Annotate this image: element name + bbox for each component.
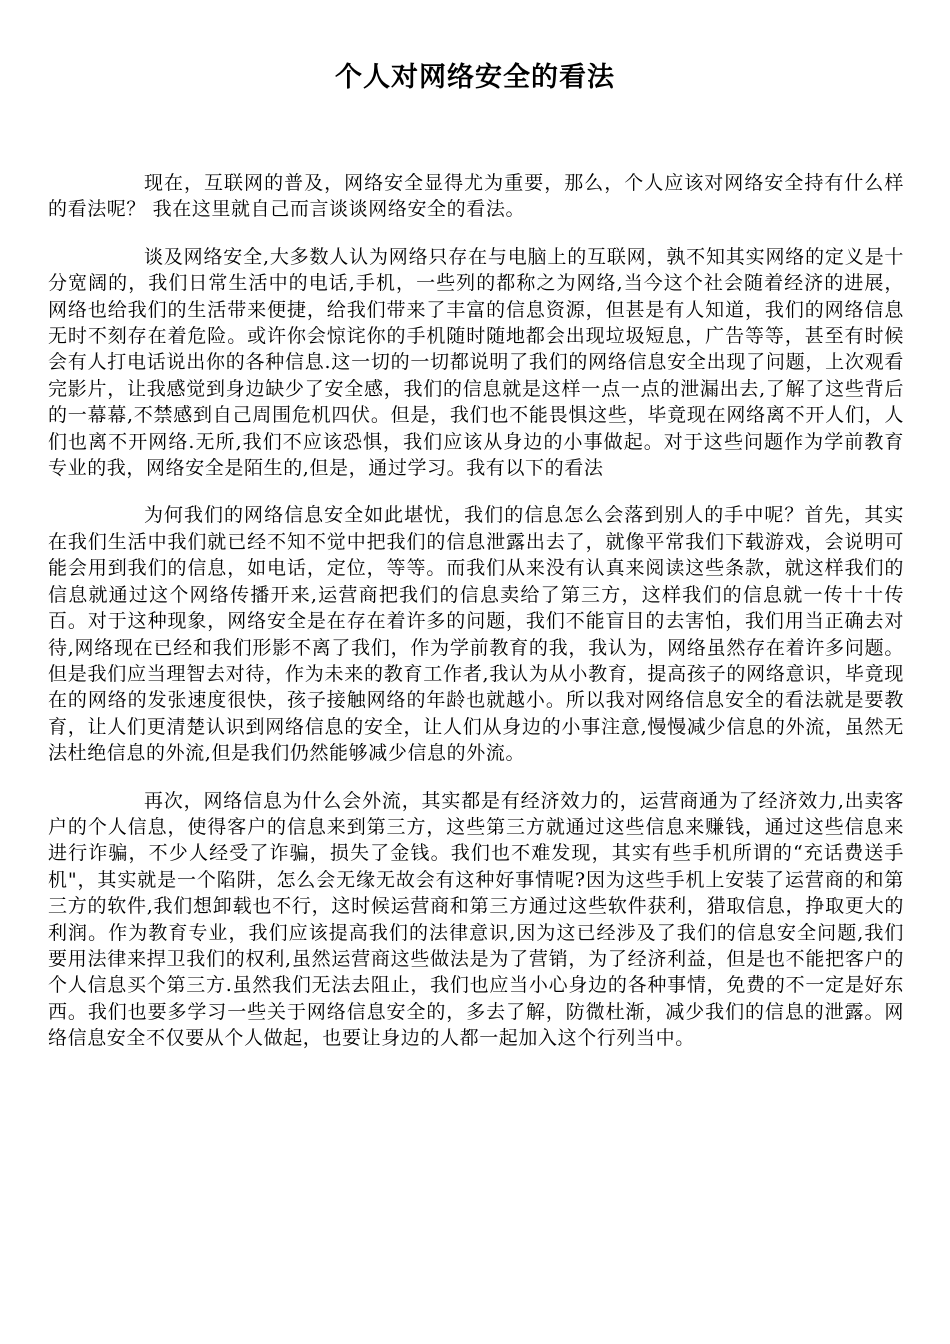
paragraph-3: 为何我们的网络信息安全如此堪忧，我们的信息怎么会落到别人的手中呢？首先，其实在我们生活中我们就已经不知不觉中把我们的信息泄露出去了，就像平常我们下载游戏，会说明可能会用到我们的信息，如电话，定位，等等。而我们从来没有认真来阅读这些条款，就这样我们的信息就通过这个网络传播开来,运营商把我们的信息卖给了第三方，这样我们的信息就一传十十传百。对于这种现象，网络安全是在存在着许多的问题，我们不能盲目的去害怕，我们用当正确去对待,网络现在已经和我们形影不离了我们，作为学前教育的我，我认为，网络虽然存在着许多问题。但是我们应当理智去对待，作为未来的教育工作者,我认为从小教育，提高孩子的网络意识，毕竟现在的网络的发张速度很快，孩子接触网络的年龄也就越小。所以我对网络信息安全的看法就是要教育，让人们更清楚认识到网络信息的安全，让人们从身边的小事注意,慢慢减少信息的外流，虽然无法杜绝信息的外流,但是我们仍然能够减少信息的外流。 <box>48 504 904 765</box>
document-title: 个人对网络安全的看法 <box>335 62 615 93</box>
paragraph-4: 再次，网络信息为什么会外流，其实都是有经济效力的，运营商通为了经济效力,出卖客户的个人信息，使得客户的信息来到第三方，这些第三方就通过这些信息来赚钱，通过这些信息来进行诈骗，不少人经受了诈骗，损失了金钱。我们也不难发现，其实有些手机所谓的“充话费送手机"，其实就是一个陷阱，怎么会无缘无故会有这种好事情呢?因为这些手机上安装了运营商的和第三方的软件,我们想卸载也不行，这时候运营商和第三方通过这些软件获利，猎取信息，挣取更大的利润。作为教育专业，我们应该提高我们的法律意识,因为这已经涉及了我们的信息安全问题,我们要用法律来捍卫我们的权利,虽然运营商这些做法是为了营销，为了经济利益，但是也不能把客户的个人信息买个第三方.虽然我们无法去阻止，我们也应当小心身边的各种事情，免费的不一定是好东西。我们也要多学习一些关于网络信息安全的，多去了解，防微杜渐，减少我们的信息的泄露。网络信息安全不仅要从个人做起，也要让身边的人都一起加入这个行列当中。 <box>48 789 904 1050</box>
paragraph-1: 现在，互联网的普及，网络安全显得尤为重要，那么，个人应该对网络安全持有什么样的看法呢？ 我在这里就自己而言谈谈网络安全的看法。 <box>48 172 904 221</box>
paragraph-2: 谈及网络安全,大多数人认为网络只存在与电脑上的互联网，孰不知其实网络的定义是十分宽阔的，我们日常生活中的电话,手机，一些列的都称之为网络,当今这个社会随着经济的进展，网络也给我们的生活带来便捷，给我们带来了丰富的信息资源，但甚是有人知道，我们的网络信息无时不刻存在着危险。或许你会惊诧你的手机随时随地都会出现垃圾短息，广告等等，甚至有时候会有人打电话说出你的各种信息.这一切的一切都说明了我们的网络信息安全出现了问题，上次观看完影片，让我感觉到身边缺少了安全感，我们的信息就是这样一点一点的泄漏出去,了解了这些背后的一幕幕,不禁感到自己周围危机四伏。但是，我们也不能畏惧这些，毕竟现在网络离不开人们，人们也离不开网络.无所,我们不应该恐惧，我们应该从身边的小事做起。对于这些问题作为学前教育专业的我，网络安全是陌生的,但是，通过学习。我有以下的看法 <box>48 245 904 480</box>
document-body <box>48 170 904 1073</box>
